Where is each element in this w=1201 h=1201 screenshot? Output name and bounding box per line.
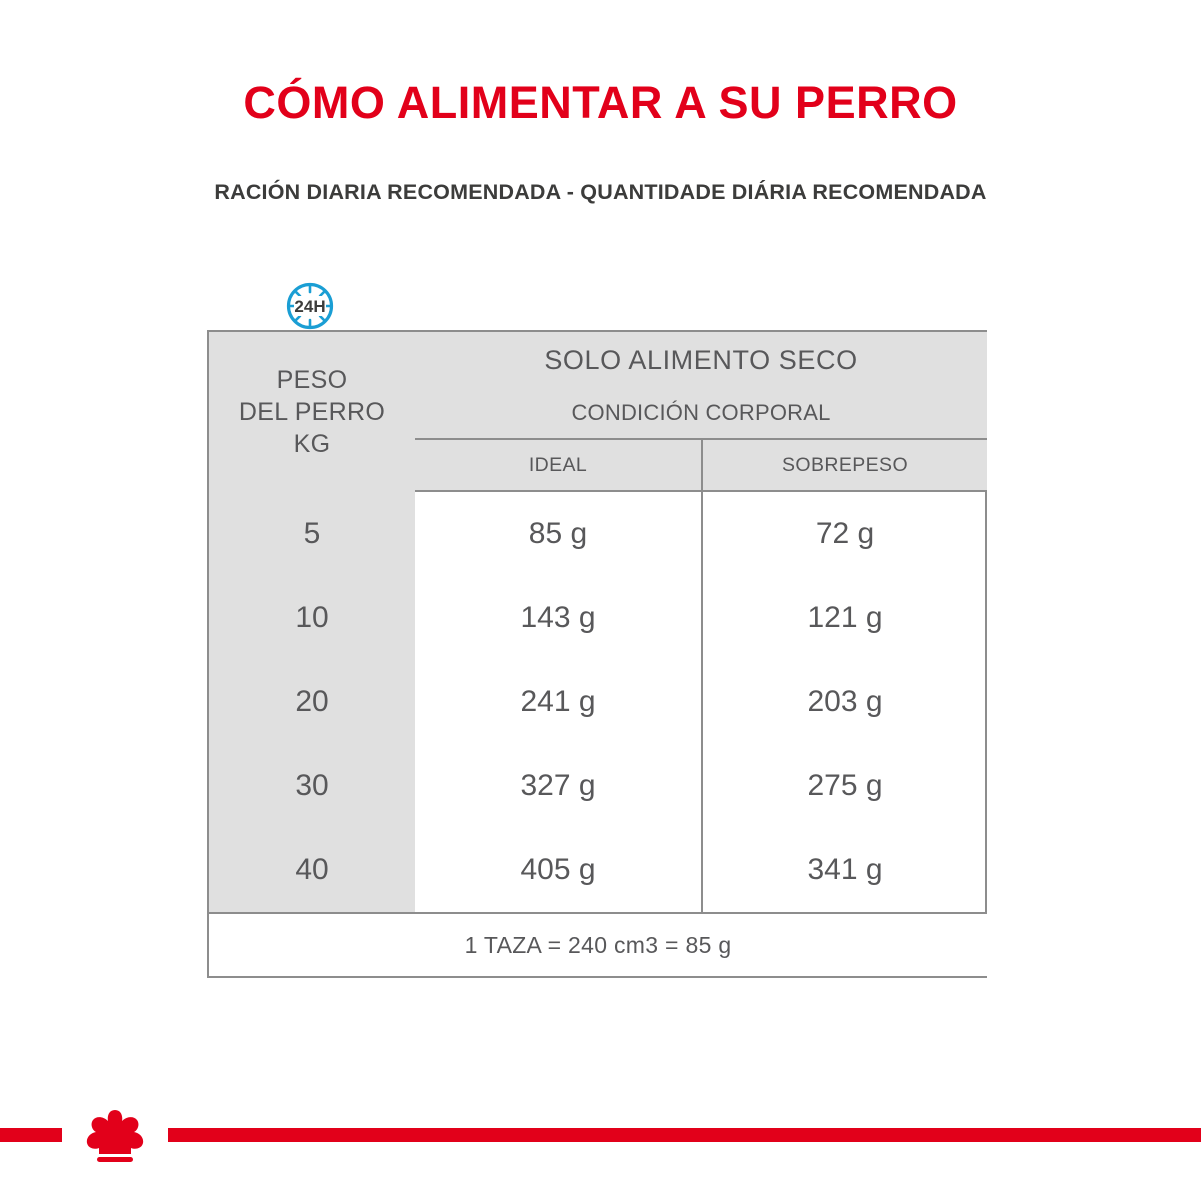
brand-bar	[0, 1128, 1201, 1142]
feeding-table	[207, 330, 987, 978]
clock-24h-icon	[269, 282, 351, 330]
dry-food-header: SOLO ALIMENTO SECO	[415, 332, 987, 388]
row-overweight: 203 g	[702, 660, 987, 744]
row-overweight: 341 g	[702, 828, 987, 913]
row-ideal: 241 g	[520, 685, 596, 718]
page-title: CÓMO ALIMENTAR A SU PERRO	[243, 77, 958, 128]
row-ideal: 85 g	[528, 517, 588, 550]
table-row	[209, 660, 987, 744]
table-row	[209, 576, 987, 660]
row-weight: 5	[209, 491, 415, 576]
row-ideal: 143 g	[520, 601, 596, 634]
row-ideal: 327 g	[520, 769, 596, 802]
row-overweight: 121 g	[702, 576, 987, 660]
column-header-overweight: SOBREPESO	[702, 439, 987, 491]
weight-header-line-3: KG	[293, 429, 331, 458]
row-weight: 20	[209, 660, 415, 744]
table-footer-row	[209, 913, 987, 976]
row-overweight: 275 g	[702, 744, 987, 828]
table-row	[209, 828, 987, 913]
row-weight: 30	[209, 744, 415, 828]
table-row	[209, 744, 987, 828]
weight-header-line-2: DEL PERRO	[238, 397, 386, 426]
svg-text:24H: 24H	[294, 297, 326, 316]
row-overweight: 72 g	[702, 491, 987, 576]
weight-header-line-1: PESO	[276, 365, 348, 394]
table-row	[209, 491, 987, 576]
row-ideal: 405 g	[415, 828, 702, 913]
weight-column-header	[209, 332, 415, 491]
column-header-ideal: IDEAL	[415, 439, 702, 491]
body-condition-header: CONDICIÓN CORPORAL	[415, 388, 987, 439]
table-head-row-1	[209, 332, 987, 388]
row-weight: 40	[209, 828, 415, 913]
page-subtitle: RACIÓN DIARIA RECOMENDADA - QUANTIDADE DIÁRIA RECOMENDADA	[214, 180, 987, 204]
row-weight: 10	[209, 576, 415, 660]
royal-crown-logo	[62, 1098, 168, 1170]
cup-conversion-note: 1 TAZA = 240 cm3 = 85 g	[209, 913, 987, 976]
